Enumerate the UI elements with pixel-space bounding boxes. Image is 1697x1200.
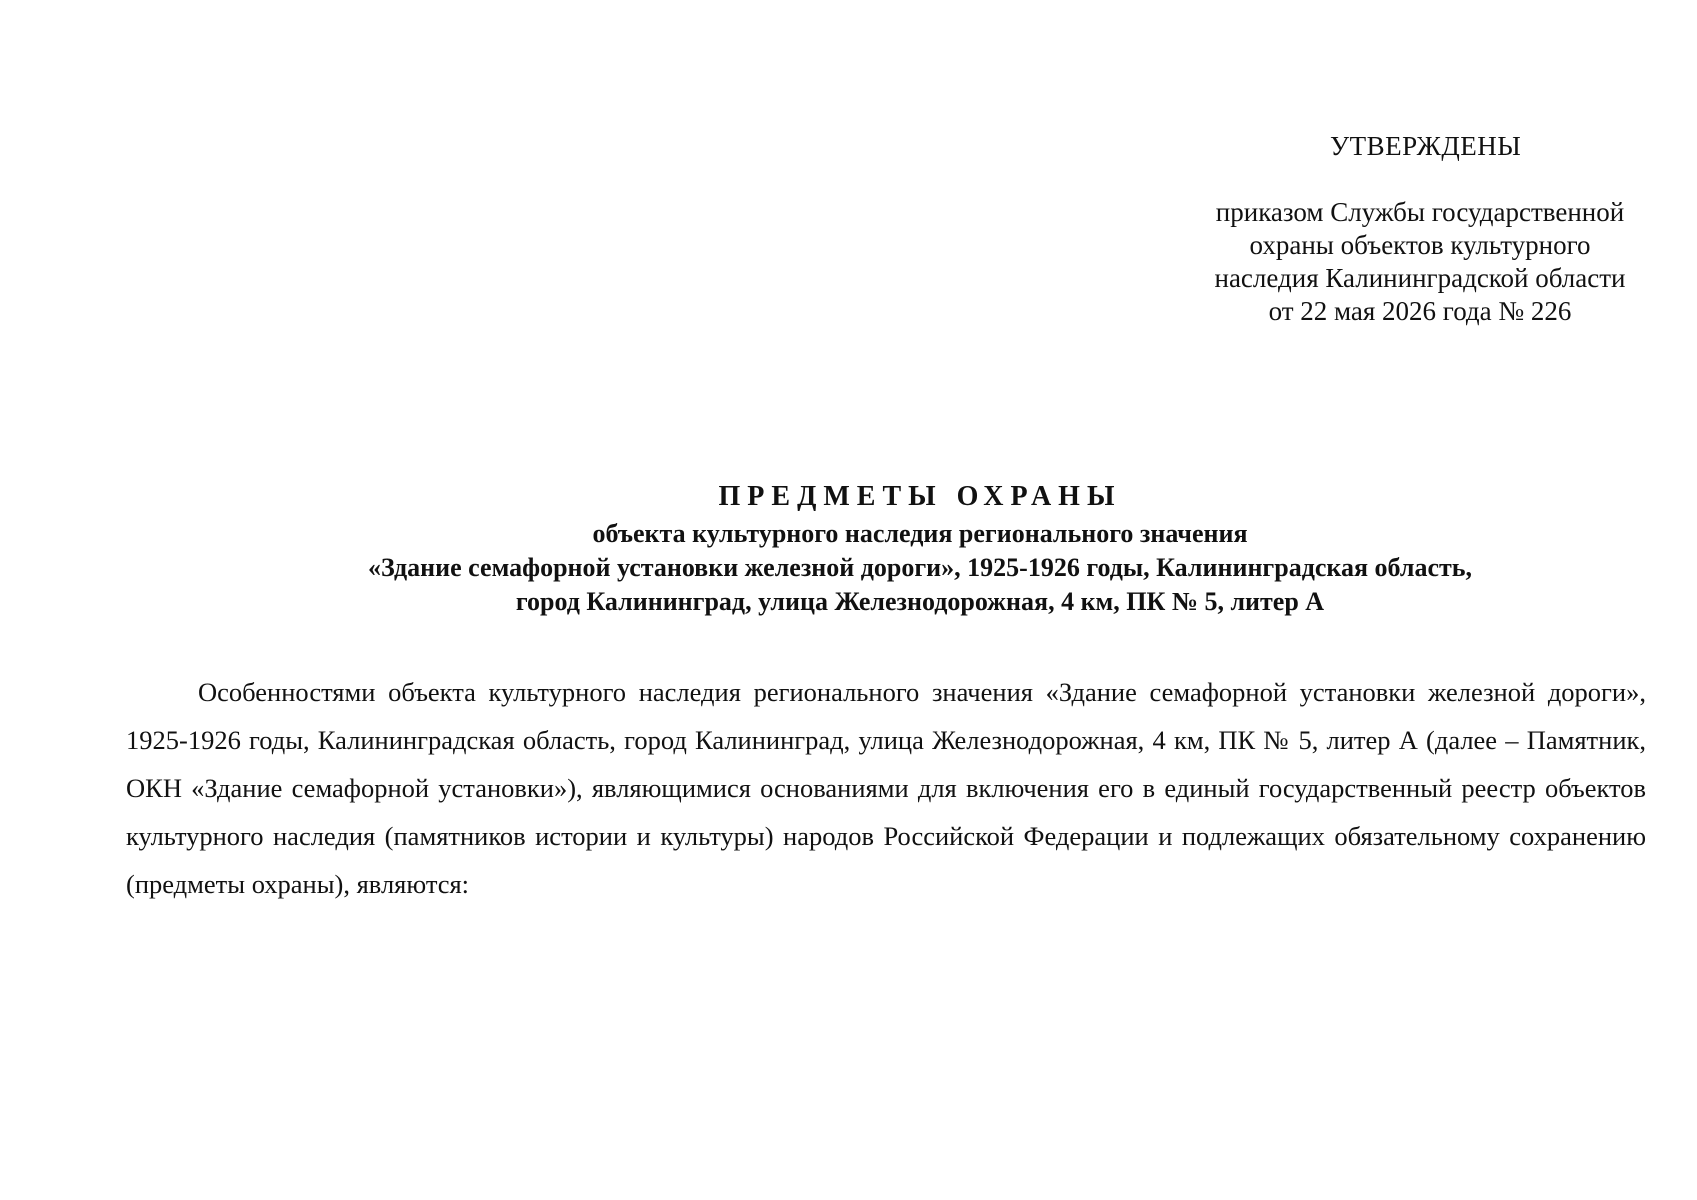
approval-order-reference xyxy=(1180,196,1660,328)
body-paragraph: Особенностями объекта культурного наследия регионального значения «Здание семафорной установки железной дороги», 1925-1926 годы, Калининградская область, город Калининград, улица Железнодорожная, 4 км, ПК № 5, литер А (далее – Памятник, ОКН «Здание семафорной установки»), являющимися основаниями для включения его в единый государственный реестр объектов культурного наследия (памятников истории и культуры) народов Российской Федерации и подлежащих обязательному сохранению (предметы охраны), являются: xyxy=(126,677,1646,899)
document-subtitle-line: объекта культурного наследия регионального значения xyxy=(592,519,1248,548)
document-subtitle-line: город Калининград, улица Железнодорожная, 4 км, ПК № 5, литер А xyxy=(515,587,1325,616)
approval-line: наследия Калининградской области xyxy=(1214,263,1626,293)
document-subtitle-line: «Здание семафорной установки железной дороги», 1925-1926 годы, Калининградская область, xyxy=(367,553,1473,582)
approval-date-line: от 22 мая 2026 года № 226 xyxy=(1268,296,1572,326)
approval-line: приказом Службы государственной xyxy=(1215,197,1625,227)
document-title-block xyxy=(140,477,1697,619)
document-heading: ПРЕДМЕТЫ ОХРАНЫ xyxy=(718,481,1122,512)
approval-stamp-title: УТВЕРЖДЕНЫ xyxy=(1330,131,1522,161)
approval-line: охраны объектов культурного xyxy=(1249,230,1591,260)
